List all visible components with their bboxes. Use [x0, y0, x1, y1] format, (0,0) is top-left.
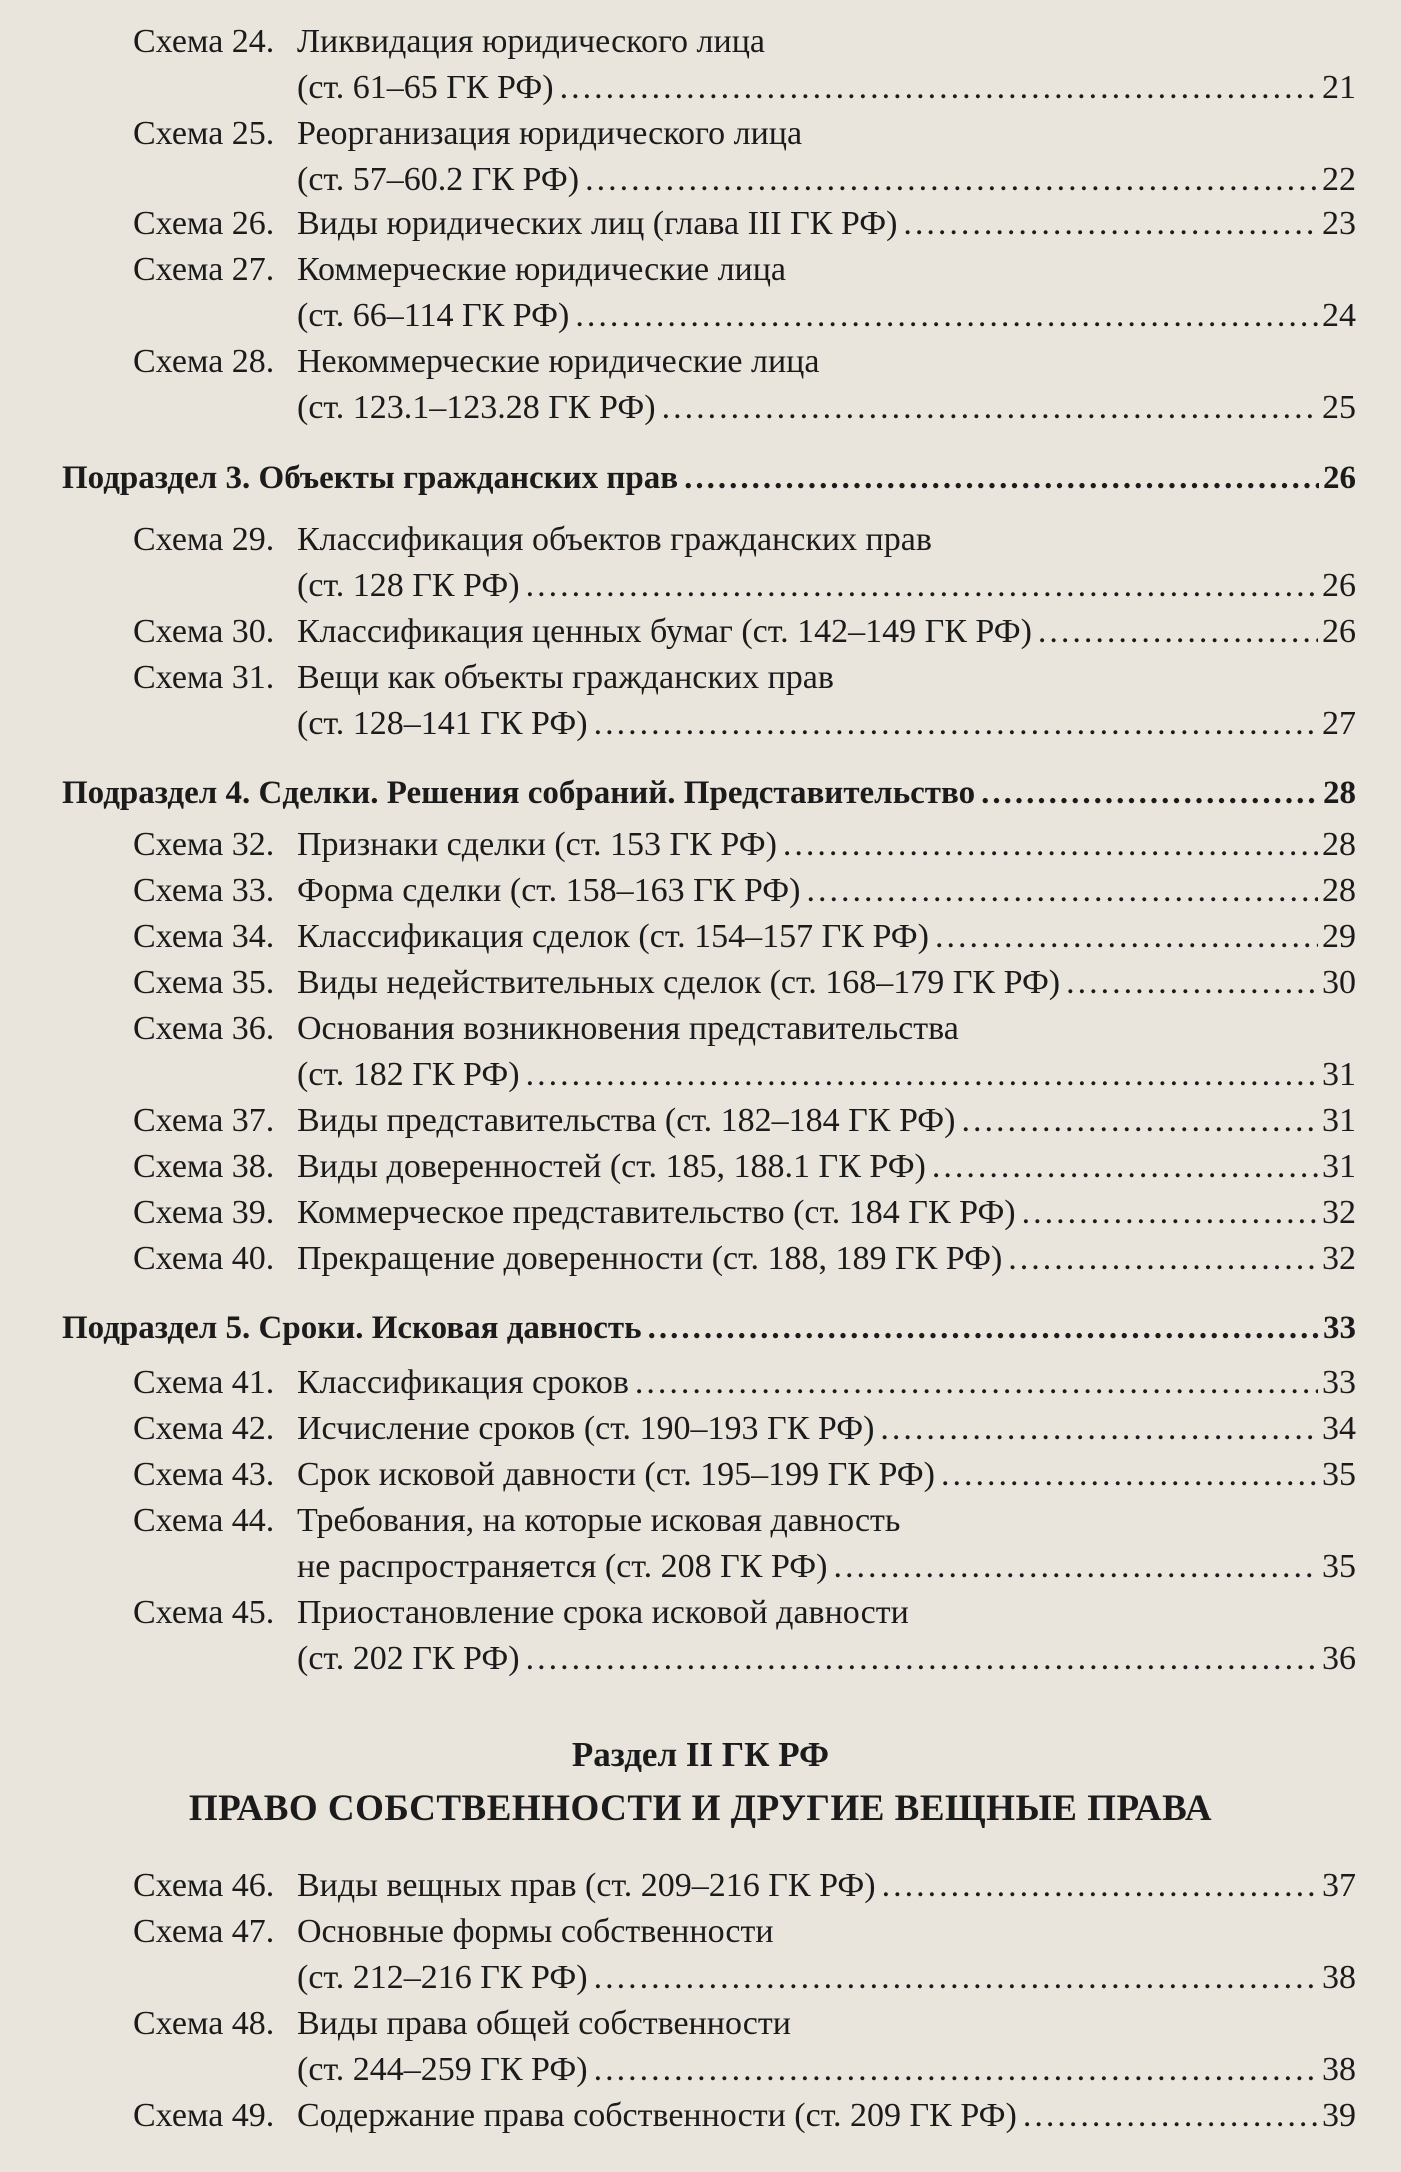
scheme-title-continued: (ст. 61–65 ГК РФ)	[297, 69, 554, 106]
toc-entry-s29	[297, 566, 1356, 606]
scheme-title: Классификация сделок (ст. 154–157 ГК РФ)	[297, 918, 929, 955]
leader-dots	[648, 1310, 1319, 1347]
toc-subsection-p4	[62, 775, 1356, 815]
scheme-label: Схема 28.	[133, 343, 275, 380]
scheme-title: Классификация сроков	[297, 1364, 629, 1401]
leader-dots	[1023, 2096, 1318, 2136]
scheme-title: Основания возникновения представительства	[297, 1010, 959, 1047]
page-number: 36	[1322, 1640, 1356, 1677]
leader-dots	[880, 1409, 1318, 1449]
toc-entry-s41	[297, 1363, 1356, 1403]
scheme-label: Схема 49.	[133, 2097, 275, 2134]
section-heading-line2: ПРАВО СОБСТВЕННОСТИ И ДРУГИЕ ВЕЩНЫЕ ПРАВА	[188, 1788, 1213, 1829]
page-number: 26	[1322, 567, 1356, 604]
leader-dots	[594, 704, 1318, 744]
leader-dots	[903, 204, 1318, 244]
scheme-label: Схема 35.	[133, 964, 275, 1001]
page-number: 33	[1323, 1310, 1356, 1346]
toc-entry-s25	[297, 160, 1356, 200]
leader-dots	[526, 1055, 1318, 1095]
scheme-title: Исчисление сроков (ст. 190–193 ГК РФ)	[297, 1410, 875, 1447]
scheme-title-continued: (ст. 244–259 ГК РФ)	[297, 2051, 588, 2088]
toc-entry-s35	[297, 963, 1356, 1003]
leader-dots	[932, 1147, 1318, 1187]
leader-dots	[941, 1455, 1318, 1495]
page-number: 35	[1322, 1548, 1356, 1585]
toc-entry-s43	[297, 1455, 1356, 1495]
toc-entry-s46	[297, 1866, 1356, 1906]
toc-entry-s37	[297, 1101, 1356, 1141]
scheme-title: Классификация объектов гражданских прав	[297, 521, 932, 558]
page-number: 38	[1322, 1959, 1356, 1996]
leader-dots	[1038, 612, 1318, 652]
leader-dots	[1066, 963, 1318, 1003]
toc-entry-s42	[297, 1409, 1356, 1449]
toc-entry-s24	[297, 68, 1356, 108]
scheme-title-continued: (ст. 123.1–123.28 ГК РФ)	[297, 389, 656, 426]
toc-entry-s38	[297, 1147, 1356, 1187]
scheme-title: Виды недействительных сделок (ст. 168–179 ГК РФ)	[297, 964, 1061, 1001]
leader-dots	[662, 388, 1318, 428]
scheme-title: Виды юридических лиц (глава III ГК РФ)	[297, 205, 898, 242]
scheme-label: Схема 24.	[133, 23, 275, 60]
toc-entry-s28	[297, 388, 1356, 428]
scheme-title: Виды права общей собственности	[297, 2005, 791, 2042]
leader-dots	[882, 1866, 1318, 1906]
scheme-title: Требования, на которые исковая давность	[297, 1502, 901, 1539]
scheme-label: Схема 32.	[133, 826, 275, 863]
leader-dots	[1008, 1239, 1318, 1279]
page-number: 26	[1322, 613, 1356, 650]
scheme-title: Классификация ценных бумаг (ст. 142–149 ГК РФ)	[297, 613, 1032, 650]
scheme-title: Вещи как объекты гражданских прав	[297, 659, 834, 696]
scheme-label: Схема 34.	[133, 918, 275, 955]
scheme-title-continued: (ст. 182 ГК РФ)	[297, 1056, 520, 1093]
scheme-label: Схема 33.	[133, 872, 275, 909]
scheme-title: Коммерческое представительство (ст. 184 ГК РФ)	[297, 1194, 1016, 1231]
page-number: 27	[1322, 705, 1356, 742]
scheme-title-continued: не распространяется (ст. 208 ГК РФ)	[297, 1548, 828, 1585]
scheme-label: Схема 40.	[133, 1240, 275, 1277]
page-number: 26	[1323, 460, 1356, 496]
toc-subsection-p5	[62, 1310, 1356, 1350]
scheme-title: Содержание права собственности (ст. 209 ГК РФ)	[297, 2097, 1017, 2134]
page-number: 34	[1322, 1410, 1356, 1447]
leader-dots	[833, 1547, 1318, 1587]
subsection-title: Подраздел 3. Объекты гражданских прав	[62, 460, 679, 496]
page-number: 25	[1322, 389, 1356, 426]
leader-dots	[806, 871, 1318, 911]
toc-entry-s27	[297, 296, 1356, 336]
scheme-title: Виды доверенностей (ст. 185, 188.1 ГК РФ)	[297, 1148, 926, 1185]
page-number: 28	[1322, 826, 1356, 863]
scheme-label: Схема 37.	[133, 1102, 275, 1139]
scheme-label: Схема 46.	[133, 1867, 275, 1904]
scheme-title: Реорганизация юридического лица	[297, 115, 803, 152]
scheme-label: Схема 39.	[133, 1194, 275, 1231]
scheme-label: Схема 29.	[133, 521, 275, 558]
scheme-title: Основные формы собственности	[297, 1913, 774, 1950]
scheme-label: Схема 44.	[133, 1502, 275, 1539]
scheme-title-continued: (ст. 128 ГК РФ)	[297, 567, 520, 604]
scheme-title: Приостановление срока исковой давности	[297, 1594, 909, 1631]
leader-dots	[684, 460, 1319, 497]
toc-entry-s33	[297, 871, 1356, 911]
leader-dots	[575, 296, 1318, 336]
toc-entry-s30	[297, 612, 1356, 652]
scheme-label: Схема 47.	[133, 1913, 275, 1950]
page-number: 35	[1322, 1456, 1356, 1493]
scheme-title-continued: (ст. 66–114 ГК РФ)	[297, 297, 570, 334]
scheme-label: Схема 31.	[133, 659, 275, 696]
page-number: 32	[1322, 1240, 1356, 1277]
page-number: 22	[1322, 161, 1356, 198]
section-heading-line1: Раздел II ГК РФ	[571, 1735, 830, 1774]
scheme-title: Коммерческие юридические лица	[297, 251, 787, 288]
toc-entry-s47	[297, 1958, 1356, 1998]
scheme-label: Схема 42.	[133, 1410, 275, 1447]
leader-dots	[585, 160, 1318, 200]
scheme-label: Схема 38.	[133, 1148, 275, 1185]
toc-entry-s40	[297, 1239, 1356, 1279]
scheme-title-continued: (ст. 128–141 ГК РФ)	[297, 705, 588, 742]
page-number: 30	[1322, 964, 1356, 1001]
page-number: 28	[1323, 775, 1356, 811]
leader-dots	[526, 1639, 1318, 1679]
leader-dots	[560, 68, 1318, 108]
scheme-label: Схема 41.	[133, 1364, 275, 1401]
scheme-label: Схема 26.	[133, 205, 275, 242]
page-number: 28	[1322, 872, 1356, 909]
scheme-label: Схема 30.	[133, 613, 275, 650]
leader-dots	[783, 825, 1318, 865]
scheme-label: Схема 48.	[133, 2005, 275, 2042]
page-number: 39	[1322, 2097, 1356, 2134]
scheme-label: Схема 27.	[133, 251, 275, 288]
scheme-title: Виды представительства (ст. 182–184 ГК РФ)	[297, 1102, 956, 1139]
scheme-title: Форма сделки (ст. 158–163 ГК РФ)	[297, 872, 801, 909]
scheme-title-continued: (ст. 57–60.2 ГК РФ)	[297, 161, 580, 198]
scheme-title-continued: (ст. 202 ГК РФ)	[297, 1640, 520, 1677]
leader-dots	[526, 566, 1318, 606]
scheme-label: Схема 36.	[133, 1010, 275, 1047]
toc-entry-s34	[297, 917, 1356, 957]
toc-entry-s44	[297, 1547, 1356, 1587]
leader-dots	[981, 775, 1319, 812]
page-number: 33	[1322, 1364, 1356, 1401]
scheme-title: Виды вещных прав (ст. 209–216 ГК РФ)	[297, 1867, 876, 1904]
leader-dots	[961, 1101, 1318, 1141]
page-number: 31	[1322, 1148, 1356, 1185]
scheme-title: Срок исковой давности (ст. 195–199 ГК РФ)	[297, 1456, 935, 1493]
page-number: 29	[1322, 918, 1356, 955]
toc-entry-s39	[297, 1193, 1356, 1233]
subsection-title: Подраздел 5. Сроки. Исковая давность	[62, 1310, 642, 1346]
leader-dots	[594, 1958, 1318, 1998]
toc-entry-s45	[297, 1639, 1356, 1679]
toc-entry-s48	[297, 2050, 1356, 2090]
scheme-title-continued: (ст. 212–216 ГК РФ)	[297, 1959, 588, 1996]
page-number: 37	[1322, 1867, 1356, 1904]
toc-entry-s36	[297, 1055, 1356, 1095]
toc-entry-s31	[297, 704, 1356, 744]
leader-dots	[594, 2050, 1318, 2090]
leader-dots	[1022, 1193, 1318, 1233]
subsection-title: Подраздел 4. Сделки. Решения собраний. Представительство	[62, 775, 976, 811]
leader-dots	[935, 917, 1318, 957]
scheme-title: Некоммерческие юридические лица	[297, 343, 820, 380]
toc-entry-s26	[297, 204, 1356, 244]
scheme-title: Прекращение доверенности (ст. 188, 189 ГК РФ)	[297, 1240, 1003, 1277]
page-number: 38	[1322, 2051, 1356, 2088]
toc-entry-s32	[297, 825, 1356, 865]
page-number: 31	[1322, 1056, 1356, 1093]
toc-subsection-p3	[62, 460, 1356, 500]
page-number: 23	[1322, 205, 1356, 242]
leader-dots	[635, 1363, 1318, 1403]
scheme-label: Схема 25.	[133, 115, 275, 152]
page-number: 24	[1322, 297, 1356, 334]
toc-entry-s49	[297, 2096, 1356, 2136]
scheme-label: Схема 43.	[133, 1456, 275, 1493]
page-number: 31	[1322, 1102, 1356, 1139]
scheme-label: Схема 45.	[133, 1594, 275, 1631]
scheme-title: Признаки сделки (ст. 153 ГК РФ)	[297, 826, 777, 863]
page-number: 32	[1322, 1194, 1356, 1231]
scheme-title: Ликвидация юридического лица	[297, 23, 765, 60]
page-number: 21	[1322, 69, 1356, 106]
